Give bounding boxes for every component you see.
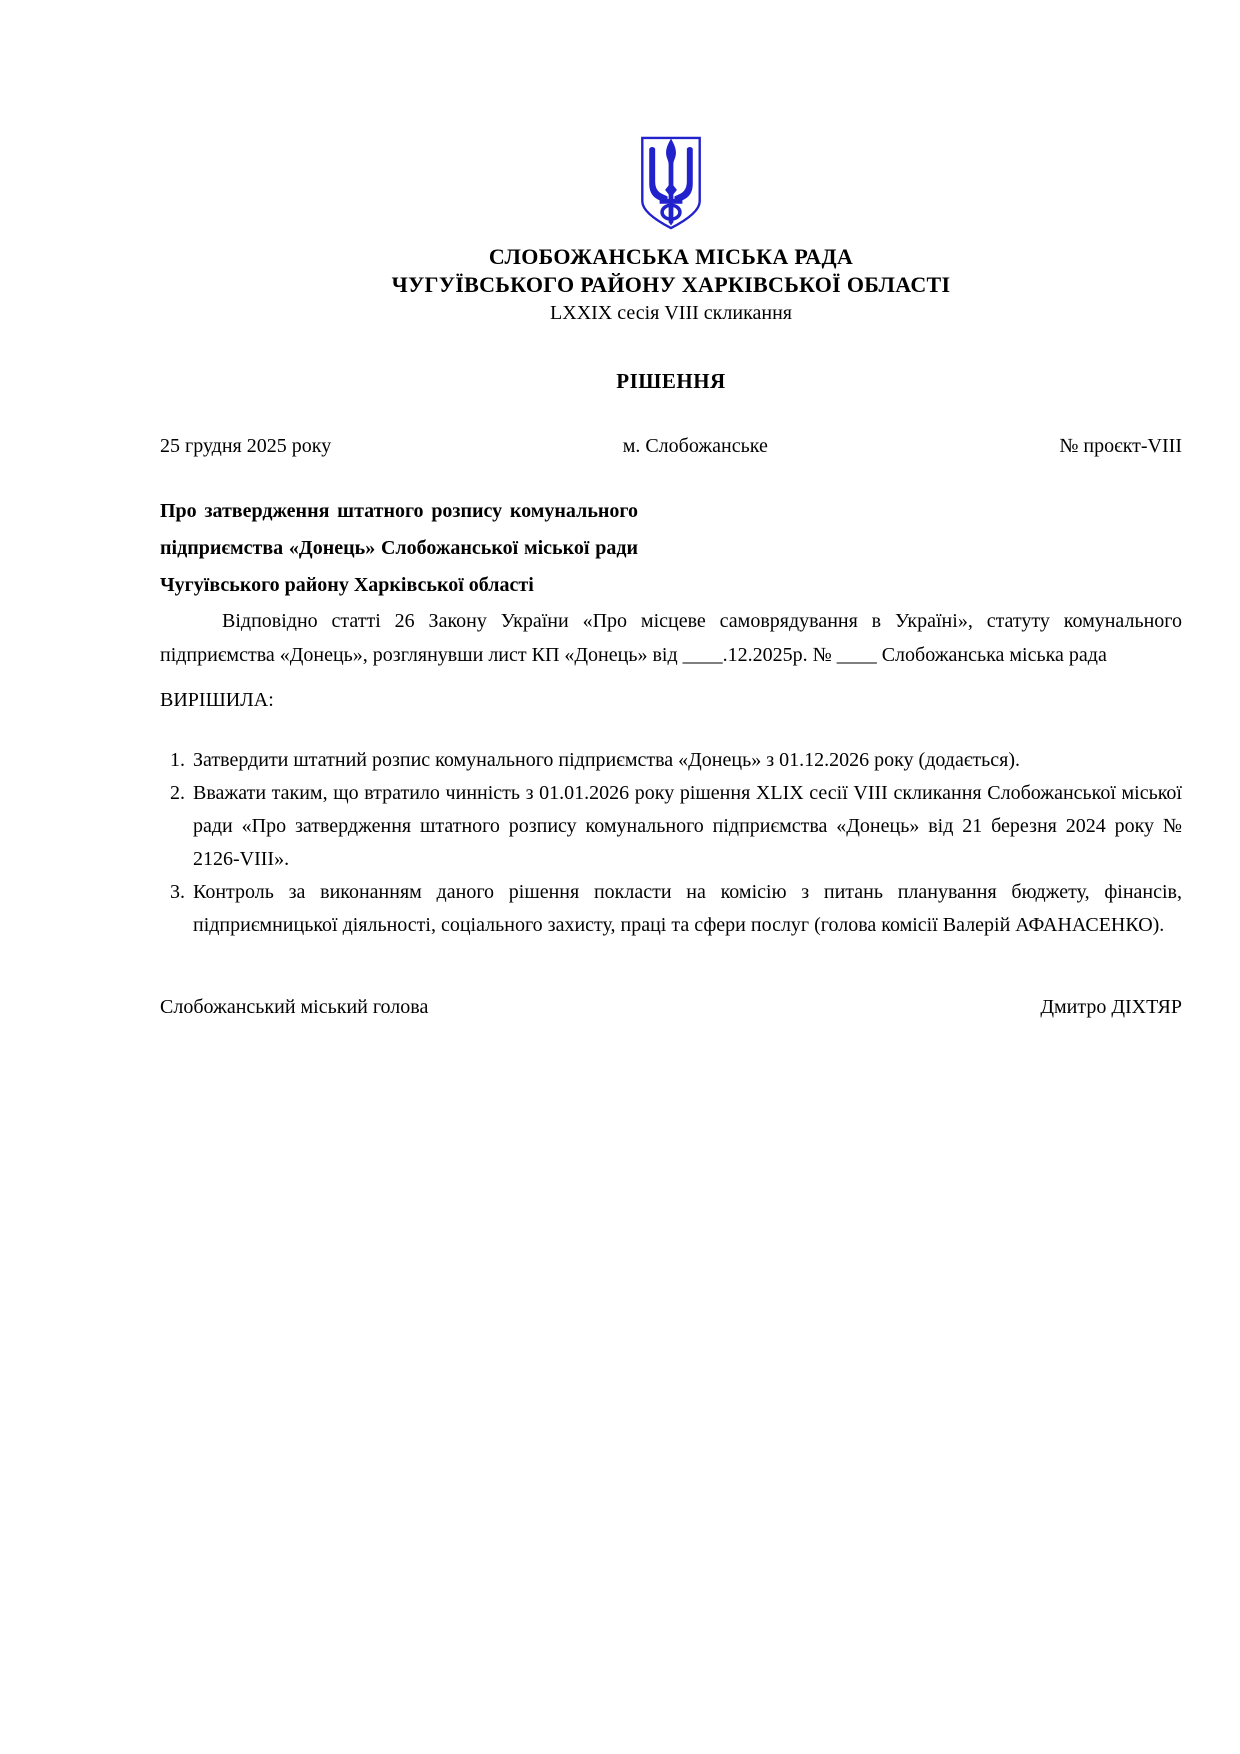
resolution-item: 1. Затвердити штатний розпис комунального підприємства «Донець» з 01.12.2026 року (додається). [190, 744, 1182, 777]
resolution-item: 2. Вважати таким, що втратило чинність з 01.01.2026 року рішення XLIX сесії VIII скликання Слобожанської міської ради «Про затвердження штатного розпису комунального підприємства «Донець» від 21 березня 2024 року № 2126-VIII». [190, 777, 1182, 876]
decision-place: м. Слобожанське [622, 435, 768, 457]
signer-name: Дмитро ДІХТЯР [1040, 996, 1182, 1018]
subject-paragraph: Про затвердження штатного розпису комунального підприємства «Донець» Слобожанської міської ради Чугуївського району Харківської області [160, 500, 638, 596]
signature-block [160, 994, 1182, 1020]
trident-emblem-icon [639, 136, 703, 231]
resolution-item: 3. Контроль за виконанням даного рішення покласти на комісію з питань планування бюджету, фінансів, підприємницької діяльності, соціального захисту, праці та сфери послуг (голова комісії Валерій АФАНАСЕНКО). [190, 876, 1182, 942]
resolution-list [160, 744, 1182, 942]
signer-title: Слобожанський міський голова [160, 996, 429, 1018]
session-line: LXXIX сесія VIII скликання [550, 302, 792, 324]
dateline [160, 433, 1182, 459]
resolved-heading: ВИРІШИЛА: [160, 689, 274, 711]
council-name: СЛОБОЖАНСЬКА МІСЬКА РАДА [488, 244, 854, 269]
document-title: РІШЕННЯ [616, 369, 726, 393]
decision-date: 25 грудня 2025 року [160, 435, 332, 457]
decision-number: № проєкт-VIII [1059, 435, 1182, 457]
district-name: ЧУГУЇВСЬКОГО РАЙОНУ ХАРКІВСЬКОЇ ОБЛАСТІ [391, 272, 951, 297]
preamble-paragraph: Відповідно статті 26 Закону України «Про місцеве самоврядування в Україні», статуту комунального підприємства «Донець», розглянувши лист КП «Донець» від ____.12.2025р. № ____ Слобожанська міська рада [160, 610, 1182, 666]
